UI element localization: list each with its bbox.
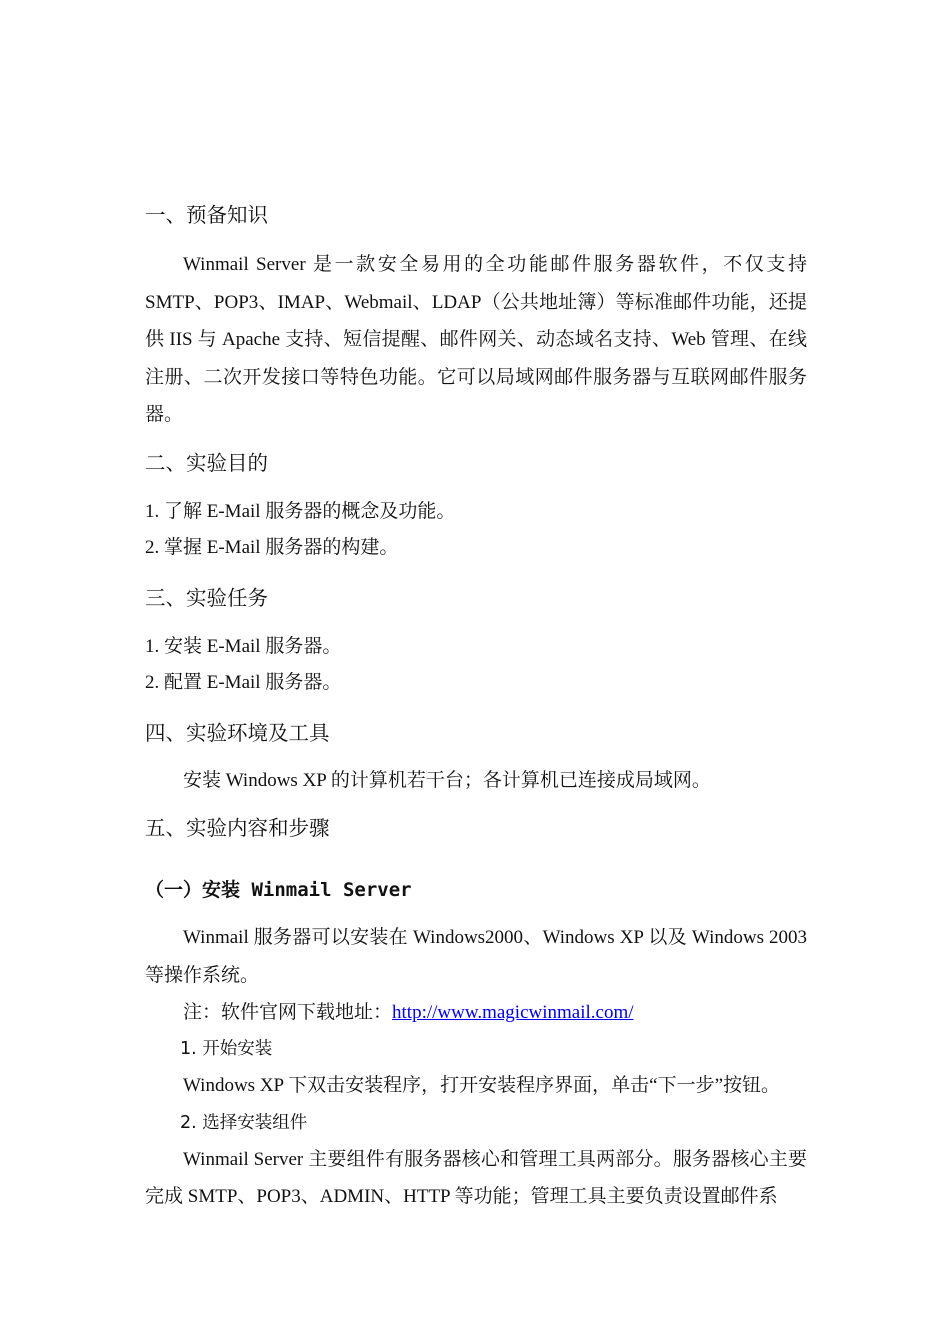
heading-experiment-tasks: 三、实验任务: [145, 585, 268, 610]
paragraph-select-components: Winmail Server 主要组件有服务器核心和管理工具两部分。服务器核心主要完成 SMTP、POP3、ADMIN、HTTP 等功能；管理工具主要负责设置邮件系: [145, 1148, 807, 1207]
list-item: 1. 了解 E-Mail 服务器的概念及功能。: [145, 500, 456, 522]
list-item: 2. 掌握 E-Mail 服务器的构建。: [145, 537, 399, 558]
list-item: 1. 安装 E-Mail 服务器。: [145, 635, 342, 657]
paragraph-start-install: Windows XP 下双击安装程序，打开安装程序界面，单击“下一步”按钮。: [183, 1075, 781, 1096]
note-download: [145, 994, 807, 1031]
paragraph-install-os: Winmail 服务器可以安装在 Windows2000、Windows XP 以及 Windows 2003 等操作系统。: [145, 927, 807, 986]
paragraph-environment: 安装 Windows XP 的计算机若干台；各计算机已连接成局域网。: [183, 769, 711, 791]
document-body: [145, 196, 807, 1216]
subheading-install-winmail: （一）安装 Winmail Server: [145, 879, 412, 901]
heading-content-steps: 五、实验内容和步骤: [145, 816, 330, 840]
note-label: 注：软件官网下载地址：: [183, 1002, 393, 1023]
heading-prerequisite-knowledge: 一、预备知识: [145, 203, 268, 227]
step-title-select-components: 2. 选择安装组件: [180, 1112, 308, 1133]
heading-experiment-purpose: 二、实验目的: [145, 450, 268, 475]
heading-environment-tools: 四、实验环境及工具: [145, 720, 330, 745]
list-item: 2. 配置 E-Mail 服务器。: [145, 672, 342, 693]
download-link[interactable]: http://www.magicwinmail.com/: [392, 1002, 634, 1023]
paragraph-winmail-intro: Winmail Server 是一款安全易用的全功能邮件服务器软件，不仅支持 SMTP、POP3、IMAP、Webmail、LDAP（公共地址簿）等标准邮件功能，还提供 IIS 与 Apache 支持、短信提醒、邮件网关、动态域名支持、Web 管理、在线注册、二次开发接口等特色功能。它可以局域网邮件服务器与互联网邮件服务器。: [145, 254, 807, 425]
step-title-start-install: 1. 开始安装: [180, 1039, 273, 1059]
